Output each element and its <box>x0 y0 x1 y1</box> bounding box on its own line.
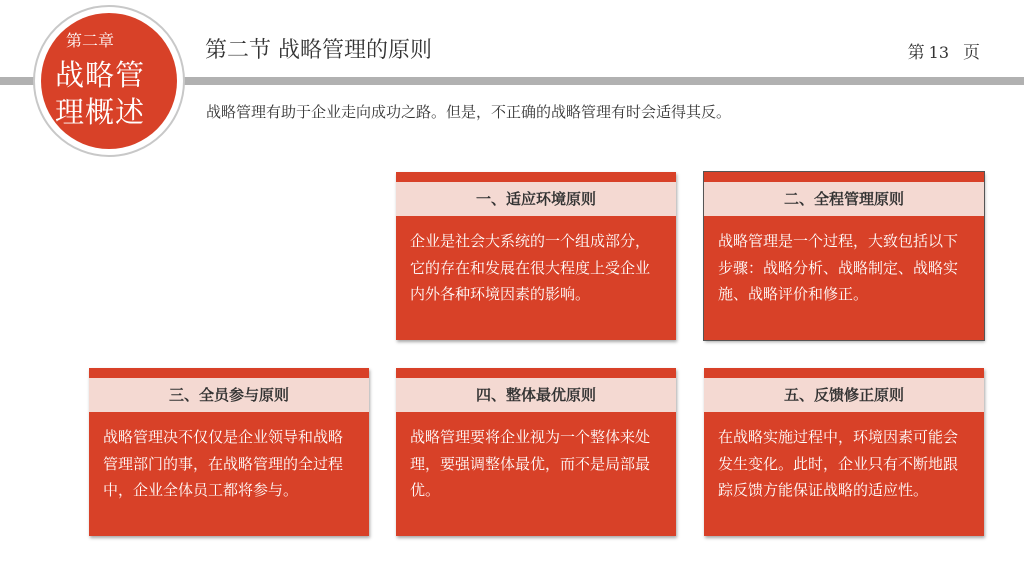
page-number-value: 13 <box>928 43 949 62</box>
principle-title: 一、适应环境原则 <box>396 182 676 216</box>
principle-card-3 <box>89 368 369 536</box>
chapter-badge <box>41 13 177 149</box>
principle-title: 四、整体最优原则 <box>396 378 676 412</box>
principle-text: 战略管理要将企业视为一个整体来处理，要强调整体最优，而不是局部最优。 <box>410 428 651 499</box>
intro-text: 战略管理有助于企业走向成功之路。但是，不正确的战略管理有时会适得其反。 <box>206 103 732 121</box>
principle-text: 企业是社会大系统的一个组成部分，它的存在和发展在很大程度上受企业内外各种环境因素的影响。 <box>410 232 651 303</box>
principle-title: 三、全员参与原则 <box>89 378 369 412</box>
section-title: 第二节 战略管理的原则 <box>205 38 432 63</box>
chapter-title: 战略管理概述 <box>55 58 146 129</box>
principle-card-2 <box>704 172 984 340</box>
principle-title: 二、全程管理原则 <box>704 182 984 216</box>
principle-card-1 <box>396 172 676 340</box>
chapter-label: 第二章 <box>66 31 115 50</box>
principle-title: 五、反馈修正原则 <box>704 378 984 412</box>
principle-text: 战略管理是一个过程，大致包括以下步骤：战略分析、战略制定、战略实施、战略评价和修正。 <box>718 232 959 303</box>
page-suffix: 页 <box>963 43 980 63</box>
principle-text: 战略管理决不仅仅是企业领导和战略管理部门的事，在战略管理的全过程中，企业全体员工都将参与。 <box>103 428 344 499</box>
page-prefix: 第 <box>907 43 925 63</box>
principle-card-5 <box>704 368 984 536</box>
page-number <box>908 41 980 65</box>
principle-text: 在战略实施过程中，环境因素可能会发生变化。此时，企业只有不断地跟踪反馈方能保证战略的适应性。 <box>718 428 959 499</box>
principle-card-4 <box>396 368 676 536</box>
